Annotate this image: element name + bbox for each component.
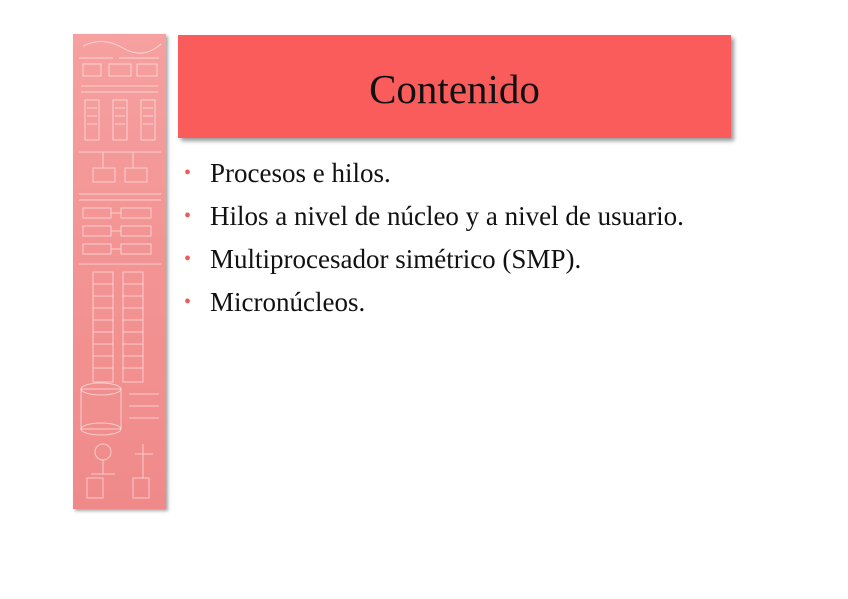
bullet-item xyxy=(184,199,724,234)
slide-title: Contenido xyxy=(369,65,540,112)
bullet-marker: • xyxy=(184,248,192,270)
bullet-item xyxy=(184,242,724,277)
bullet-marker: • xyxy=(184,291,192,313)
title-banner xyxy=(178,35,731,138)
bullet-item xyxy=(184,285,724,320)
bullet-marker: • xyxy=(184,205,192,227)
circuit-diagram-decoration xyxy=(73,34,166,509)
bullet-text: Micronúcleos. xyxy=(210,287,366,317)
bullet-text: Multiprocesador simétrico (SMP). xyxy=(210,244,582,274)
bullet-list xyxy=(184,156,724,328)
bullet-item xyxy=(184,156,724,191)
bullet-text: Procesos e hilos. xyxy=(210,158,391,188)
bullet-text: Hilos a nivel de núcleo y a nivel de usuario. xyxy=(210,201,684,231)
bullet-marker: • xyxy=(184,162,192,184)
